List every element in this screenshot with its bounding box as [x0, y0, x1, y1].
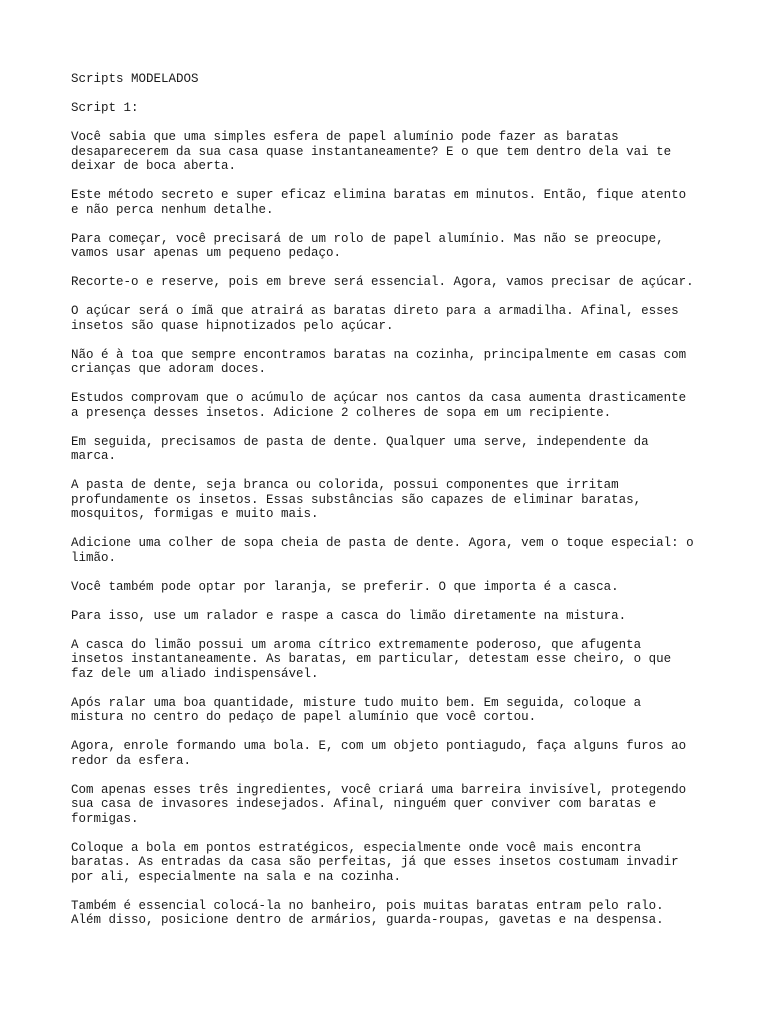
paragraph: Você sabia que uma simples esfera de papel alumínio pode fazer as baratas desaparecerem da sua casa quase instantaneamente? E o que tem dentro dela vai te deixar de boca aberta. — [71, 130, 672, 173]
paragraph: Recorte-o e reserve, pois em breve será essencial. Agora, vamos precisar de açúcar. — [71, 275, 694, 289]
script-subheading: Script 1: — [71, 101, 139, 115]
paragraph: Este método secreto e super eficaz elimina baratas em minutos. Então, fique atento e não perca nenhum detalhe. — [71, 188, 687, 217]
paragraph: Para isso, use um ralador e raspe a casca do limão diretamente na mistura. — [71, 608, 627, 623]
paragraph: A casca do limão possui um aroma cítrico extremamente poderoso, que afugenta insetos instantaneamente. As baratas, em particular, detestam esse cheiro, o que faz dele um aliado indispensável. — [71, 637, 672, 681]
paragraph: Adicione uma colher de sopa cheia de pasta de dente. Agora, vem o toque especial: o limão. — [71, 536, 694, 565]
paragraph: Em seguida, precisamos de pasta de dente. Qualquer uma serve, independente da marca. — [71, 434, 649, 463]
paragraph: Com apenas esses três ingredientes, você criará uma barreira invisível, protegendo sua casa de invasores indesejados. Afinal, ninguém quer conviver com baratas e formigas. — [71, 782, 687, 826]
paragraph: Não é à toa que sempre encontramos baratas na cozinha, principalmente em casas com crianças que adoram doces. — [71, 347, 687, 376]
document-heading: Scripts MODELADOS — [71, 72, 199, 86]
paragraph: O açúcar será o ímã que atrairá as baratas direto para a armadilha. Afinal, esses insetos são quase hipnotizados pelo açúcar. — [71, 304, 679, 333]
paragraph: Estudos comprovam que o acúmulo de açúcar nos cantos da casa aumenta drasticamente a presença desses insetos. Adicione 2 colheres de sopa em um recipiente. — [71, 391, 687, 420]
paragraph: Também é essencial colocá-la no banheiro, pois muitas baratas entram pelo ralo. Além disso, posicione dentro de armários, guarda-roupas, gavetas e na despensa. — [71, 898, 664, 927]
document-body — [71, 72, 711, 942]
paragraph: A pasta de dente, seja branca ou colorida, possui componentes que irritam profundamente os insetos. Essas substâncias são capazes de eliminar baratas, mosquitos, formigas e muito mais. — [71, 478, 642, 521]
paragraph: Coloque a bola em pontos estratégicos, especialmente onde você mais encontra baratas. As entradas da casa são perfeitas, já que esses insetos costumam invadir por ali, especialmente na sala e na cozinha. — [71, 840, 679, 884]
paragraph: Agora, enrole formando uma bola. E, com um objeto pontiagudo, faça alguns furos ao redor da esfera. — [71, 739, 687, 768]
paragraph: Para começar, você precisará de um rolo de papel alumínio. Mas não se preocupe, vamos usar apenas um pequeno pedaço. — [71, 231, 664, 260]
paragraph: Após ralar uma boa quantidade, misture tudo muito bem. Em seguida, coloque a mistura no centro do pedaço de papel alumínio que você cortou. — [71, 695, 642, 724]
paragraph: Você também pode optar por laranja, se preferir. O que importa é a casca. — [71, 579, 619, 594]
